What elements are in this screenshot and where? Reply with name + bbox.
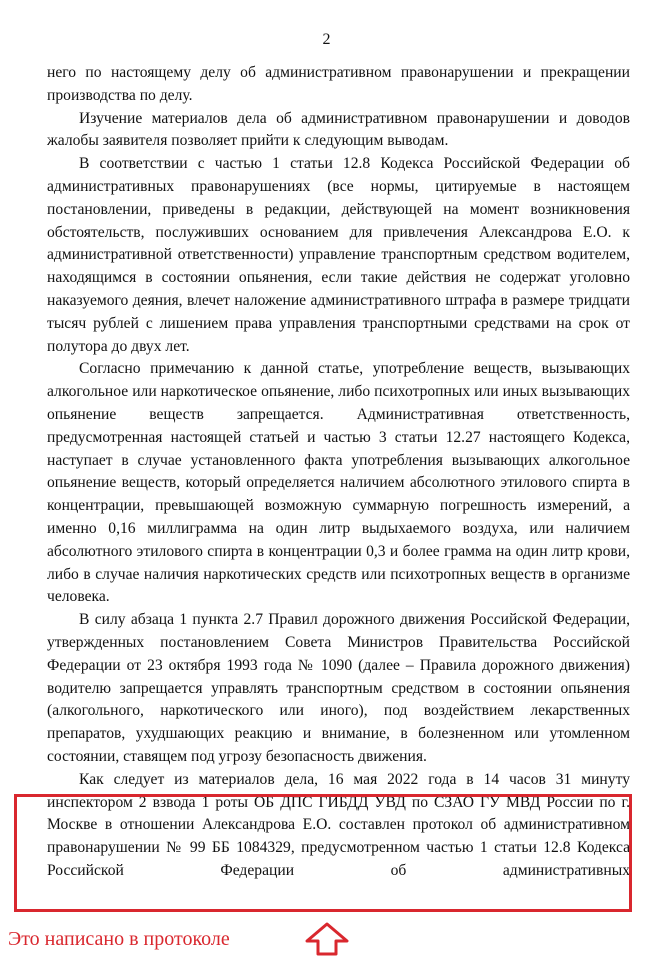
paragraph-review: Изучение материалов дела об административном правонарушении и доводов жалобы заявителя позволяет прийти к следующим выводам. — [47, 109, 630, 150]
paragraph-case-materials: Как следует из материалов дела, 16 мая 2022 года в 14 часов 31 минуту инспектором 2 взвода 1 роты ОБ ДПС ГИБДД УВД по СЗАО ГУ МВД России по г. Москве в отношении Александрова Е.О. составлен протокол об административном правонарушении № 99 ББ 1084329, предусмотренном частью 1 статьи 12.8 Кодекса Российской Федерации об административных — [47, 770, 630, 879]
paragraph-article-12-8: В соответствии с частью 1 статьи 12.8 Кодекса Российской Федерации об административных правонарушениях (все нормы, цитируемые в настоящем постановлении, приведены в редакции, действующей на момент возникновения обстоятельств, послуживших основанием для привлечения Александрова Е.О. к административной ответственности) управление транспортным средством водителем, находящимся в состоянии опьянения, если такие действия не содержат уголовно наказуемого деяния, влечет наложение административного штрафа в размере тридцати тысяч рублей с лишением права управления транспортными средствами на срок от полутора до двух лет. — [47, 155, 630, 355]
paragraph-continuation: него по настоящему делу об административном правонарушении и прекращении производства по делу. — [47, 64, 630, 104]
arrow-up-outline-icon — [303, 921, 351, 957]
annotation-caption: Это написано в протоколе — [8, 928, 230, 950]
paragraph-note: Согласно примечанию к данной статье, употребление веществ, вызывающих алкогольное или наркотическое опьянение, либо психотропных или иных вызывающих опьянение веществ запрещается. Административная ответственность, предусмотренная настоящей статьей и частью 3 статьи 12.27 настоящего Кодекса, наступает в случае установленного факта употребления вызывающих алкогольное опьянение веществ, который определяется наличием абсолютного этилового спирта в концентрации, превышающей возможную суммарную погрешность измерений, а именно 0,16 миллиграмма на один литр выдыхаемого воздуха, или наличием абсолютного этилового спирта в концентрации 0,3 и более грамма на один литр крови, либо в случае наличия наркотических средств или психотропных веществ в организме человека. — [47, 360, 630, 606]
page-number: 2 — [322, 31, 331, 48]
document-body — [47, 62, 630, 883]
annotation-row — [8, 926, 230, 952]
paragraph-traffic-rules: В силу абзаца 1 пункта 2.7 Правил дорожного движения Российской Федерации, утвержденных постановлением Совета Министров Правительства Российской Федерации от 23 октября 1993 года № 1090 (далее – Правила дорожного движения) водителю запрещается управлять транспортным средством в состоянии опьянения (алкогольного, наркотического или иного), под воздействием лекарственных препаратов, ухудшающих реакцию и внимание, в болезненном или утомленном состоянии, ставящем под угрозу безопасность движения. — [47, 611, 630, 765]
